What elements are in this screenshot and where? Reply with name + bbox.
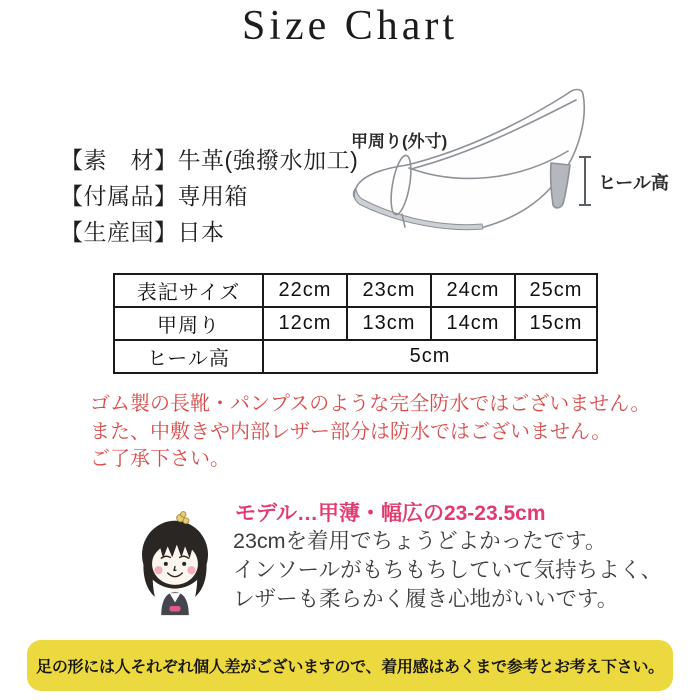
size-table [113,273,598,374]
spec-accessory: 【付属品】専用箱 [60,183,248,209]
table-row-instep [114,307,597,340]
footer-note-text: 足の形には人それぞれ個人差がございますので、着用感はあくまで参考とお考え下さい。 [36,659,664,676]
page-title: Size Chart [241,3,459,49]
spec-country: 【生産国】日本 [60,219,225,245]
review-line: 23cmを着用でちょうどよかったです。 [233,529,607,553]
row-header-heel: ヒール高 [114,340,263,373]
spec-material: 【素 材】牛革(強撥水加工) [60,147,359,173]
cell-instep-13: 13cm [347,307,431,340]
cell-size-24: 24cm [431,274,515,307]
table-row-heel [114,340,597,373]
warning-line: ゴム製の長靴・パンプスのような完全防水ではございません。 [90,393,651,415]
footer-note [27,640,673,691]
model-review-heading: モデル…甲薄・幅広の23-23.5cm [235,502,546,525]
table-row-size [114,274,597,307]
instep-circumference-label: 甲周り(外寸) [351,132,448,151]
cell-instep-12: 12cm [263,307,347,340]
warning-line: ご了承下さい。 [90,448,230,470]
warning-line: また、中敷きや内部レザー部分は防水ではございません。 [90,420,612,443]
model-review-body [233,527,662,614]
cell-size-23: 23cm [347,274,431,307]
cell-instep-15: 15cm [515,307,597,340]
review-line: レザーも柔らかく履き心地がいいです。 [233,587,619,611]
cell-instep-14: 14cm [431,307,515,340]
model-avatar-illustration [135,507,215,617]
cell-size-22: 22cm [263,274,347,307]
cell-heel-height: 5cm [263,340,597,373]
row-header-size: 表記サイズ [114,274,263,307]
heel-height-label: ヒール高 [598,173,669,193]
product-specs [60,142,358,250]
row-header-instep: 甲周り [114,307,263,340]
review-line: インソールがもちもちしていて気持ちよく、 [233,558,663,582]
cell-size-25: 25cm [515,274,597,307]
waterproof-warning [90,391,650,474]
heel-measure-line [579,157,591,205]
